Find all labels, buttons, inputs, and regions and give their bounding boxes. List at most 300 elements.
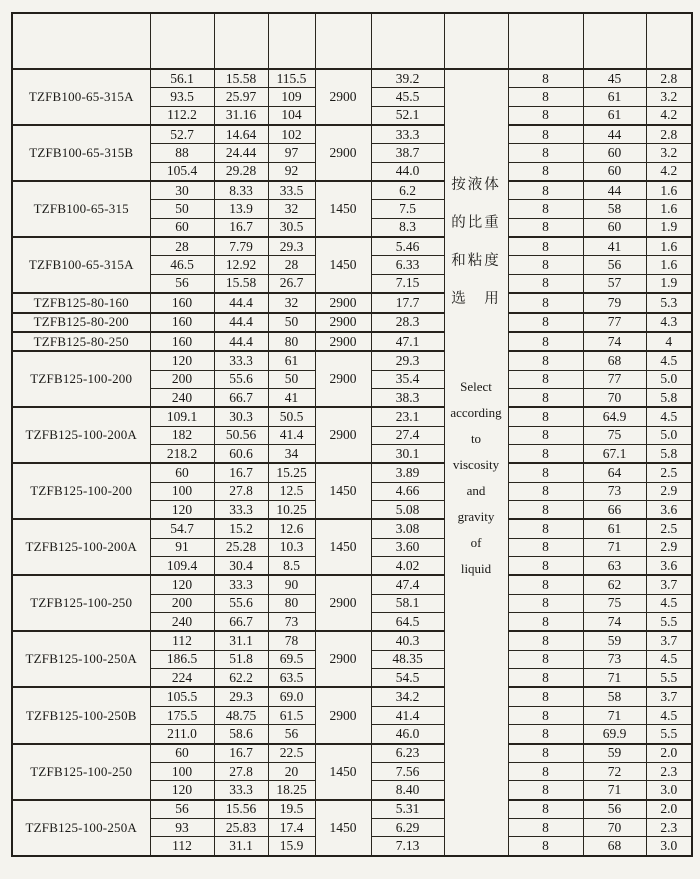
liters-per-second-cell: 24.44 (214, 144, 268, 162)
col-header-ls (214, 13, 268, 69)
npsh-cell: 2.9 (646, 538, 692, 556)
npsh-cell: 2.0 (646, 744, 692, 763)
speed-cell: 2900 (315, 313, 371, 332)
efficiency-cell: 60 (583, 218, 646, 237)
liters-per-second-cell: 25.97 (214, 88, 268, 106)
power-note-chinese (447, 70, 506, 318)
liters-per-second-cell: 33.3 (214, 781, 268, 800)
capacity-cell: 50 (150, 200, 214, 218)
self-suction-cell: 8 (508, 69, 583, 88)
table-row (12, 125, 692, 144)
efficiency-cell: 71 (583, 781, 646, 800)
table-row (12, 575, 692, 594)
shaft-power-cell: 52.1 (371, 106, 444, 125)
efficiency-cell: 73 (583, 650, 646, 668)
npsh-cell: 3.7 (646, 631, 692, 650)
self-suction-cell: 8 (508, 332, 583, 351)
npsh-cell: 3.0 (646, 781, 692, 800)
speed-cell: 2900 (315, 575, 371, 631)
shaft-power-cell: 47.1 (371, 332, 444, 351)
self-suction-cell: 8 (508, 144, 583, 162)
capacity-cell: 93 (150, 818, 214, 836)
power-note-chinese-line: 和粘度 (451, 253, 501, 269)
speed-cell: 1450 (315, 519, 371, 575)
self-suction-cell: 8 (508, 650, 583, 668)
npsh-cell: 2.5 (646, 519, 692, 538)
self-suction-cell: 8 (508, 256, 583, 274)
efficiency-cell: 56 (583, 256, 646, 274)
efficiency-cell: 72 (583, 762, 646, 780)
shaft-power-cell: 47.4 (371, 575, 444, 594)
col-header-head (268, 13, 315, 69)
npsh-cell: 2.3 (646, 762, 692, 780)
head-cell: 73 (268, 613, 315, 632)
shaft-power-cell: 23.1 (371, 407, 444, 426)
self-suction-cell: 8 (508, 482, 583, 500)
table-row (12, 407, 692, 426)
head-cell: 18.25 (268, 781, 315, 800)
speed-cell: 2900 (315, 407, 371, 463)
table-row (12, 237, 692, 256)
model-cell: TZFB100-65-315 (12, 181, 150, 237)
liters-per-second-cell: 25.28 (214, 538, 268, 556)
liters-per-second-cell: 66.7 (214, 613, 268, 632)
power-note-chinese-line: 的比重 (451, 215, 501, 231)
npsh-cell: 3.6 (646, 557, 692, 576)
capacity-cell: 240 (150, 388, 214, 407)
head-cell: 32 (268, 293, 315, 312)
shaft-power-cell: 35.4 (371, 370, 444, 388)
efficiency-cell: 79 (583, 293, 646, 312)
power-note-chinese-line: 选 用 (451, 291, 501, 307)
head-cell: 8.5 (268, 557, 315, 576)
speed-cell: 2900 (315, 293, 371, 312)
self-suction-cell: 8 (508, 687, 583, 706)
power-note-chinese-line: 按液体 (451, 177, 501, 193)
head-cell: 19.5 (268, 800, 315, 819)
col-header-power (444, 13, 508, 69)
capacity-cell: 211.0 (150, 725, 214, 744)
self-suction-cell: 8 (508, 162, 583, 181)
efficiency-cell: 68 (583, 837, 646, 856)
self-suction-cell: 8 (508, 538, 583, 556)
capacity-cell: 186.5 (150, 650, 214, 668)
npsh-cell: 3.6 (646, 501, 692, 520)
table-row (12, 744, 692, 763)
self-suction-cell: 8 (508, 706, 583, 724)
power-note-english-line: of (470, 535, 482, 550)
shaft-power-cell: 34.2 (371, 687, 444, 706)
speed-cell: 2900 (315, 332, 371, 351)
table-row (12, 313, 692, 332)
head-cell: 104 (268, 106, 315, 125)
head-cell: 92 (268, 162, 315, 181)
model-cell: TZFB125-100-200 (12, 351, 150, 407)
liters-per-second-cell: 30.4 (214, 557, 268, 576)
self-suction-cell: 8 (508, 88, 583, 106)
model-cell: TZFB125-100-200A (12, 407, 150, 463)
capacity-cell: 60 (150, 218, 214, 237)
model-cell: TZFB125-100-250A (12, 800, 150, 856)
capacity-cell: 88 (150, 144, 214, 162)
capacity-cell: 100 (150, 482, 214, 500)
npsh-cell: 5.5 (646, 669, 692, 688)
liters-per-second-cell: 66.7 (214, 388, 268, 407)
head-cell: 33.5 (268, 181, 315, 200)
head-cell: 10.3 (268, 538, 315, 556)
npsh-cell: 1.9 (646, 218, 692, 237)
self-suction-cell: 8 (508, 293, 583, 312)
self-suction-cell: 8 (508, 181, 583, 200)
self-suction-cell: 8 (508, 762, 583, 780)
shaft-power-cell: 17.7 (371, 293, 444, 312)
speed-cell: 1450 (315, 181, 371, 237)
efficiency-cell: 41 (583, 237, 646, 256)
npsh-cell: 4.5 (646, 407, 692, 426)
table-row (12, 687, 692, 706)
npsh-cell: 4.5 (646, 650, 692, 668)
self-suction-cell: 8 (508, 200, 583, 218)
npsh-cell: 3.7 (646, 687, 692, 706)
efficiency-cell: 59 (583, 744, 646, 763)
efficiency-cell: 74 (583, 613, 646, 632)
liters-per-second-cell: 33.3 (214, 351, 268, 370)
table-row (12, 463, 692, 482)
power-note-english-line: viscosity (452, 457, 500, 472)
model-cell: TZFB100-65-315A (12, 237, 150, 293)
power-note-english-line: according (450, 405, 502, 420)
npsh-cell: 5.8 (646, 388, 692, 407)
capacity-cell: 175.5 (150, 706, 214, 724)
shaft-power-cell: 39.2 (371, 69, 444, 88)
liters-per-second-cell: 16.7 (214, 744, 268, 763)
efficiency-cell: 75 (583, 426, 646, 444)
shaft-power-cell: 5.46 (371, 237, 444, 256)
liters-per-second-cell: 31.1 (214, 837, 268, 856)
efficiency-cell: 71 (583, 706, 646, 724)
speed-cell: 1450 (315, 463, 371, 519)
self-suction-cell: 8 (508, 426, 583, 444)
self-suction-cell: 8 (508, 501, 583, 520)
self-suction-cell: 8 (508, 125, 583, 144)
shaft-power-cell: 48.35 (371, 650, 444, 668)
self-suction-cell: 8 (508, 800, 583, 819)
capacity-cell: 56 (150, 800, 214, 819)
shaft-power-cell: 8.3 (371, 218, 444, 237)
model-cell: TZFB100-65-315A (12, 69, 150, 125)
self-suction-cell: 8 (508, 407, 583, 426)
power-note-english-line: Select (460, 379, 492, 394)
pump-spec-table-sheet (11, 12, 693, 857)
capacity-cell: 120 (150, 501, 214, 520)
liters-per-second-cell: 33.3 (214, 501, 268, 520)
table-row (12, 519, 692, 538)
liters-per-second-cell: 31.1 (214, 631, 268, 650)
table-row (12, 69, 692, 88)
npsh-cell: 4.2 (646, 162, 692, 181)
liters-per-second-cell: 62.2 (214, 669, 268, 688)
efficiency-cell: 70 (583, 818, 646, 836)
col-header-eff (583, 13, 646, 69)
efficiency-cell: 69.9 (583, 725, 646, 744)
model-cell: TZFB125-80-160 (12, 293, 150, 312)
shaft-power-cell: 29.3 (371, 351, 444, 370)
capacity-cell: 52.7 (150, 125, 214, 144)
shaft-power-cell: 7.56 (371, 762, 444, 780)
head-cell: 26.7 (268, 274, 315, 293)
efficiency-cell: 77 (583, 370, 646, 388)
shaft-power-cell: 38.3 (371, 388, 444, 407)
npsh-cell: 2.8 (646, 125, 692, 144)
self-suction-cell: 8 (508, 351, 583, 370)
head-cell: 22.5 (268, 744, 315, 763)
liters-per-second-cell: 31.16 (214, 106, 268, 125)
head-cell: 63.5 (268, 669, 315, 688)
shaft-power-cell: 40.3 (371, 631, 444, 650)
capacity-cell: 218.2 (150, 445, 214, 464)
self-suction-cell: 8 (508, 669, 583, 688)
capacity-cell: 28 (150, 237, 214, 256)
speed-cell: 1450 (315, 800, 371, 856)
efficiency-cell: 71 (583, 669, 646, 688)
shaft-power-cell: 6.33 (371, 256, 444, 274)
efficiency-cell: 56 (583, 800, 646, 819)
self-suction-cell: 8 (508, 818, 583, 836)
efficiency-cell: 70 (583, 388, 646, 407)
model-cell: TZFB125-100-200A (12, 519, 150, 575)
efficiency-cell: 66 (583, 501, 646, 520)
npsh-cell: 4.5 (646, 706, 692, 724)
npsh-cell: 1.9 (646, 274, 692, 293)
head-cell: 32 (268, 200, 315, 218)
efficiency-cell: 60 (583, 144, 646, 162)
shaft-power-cell: 27.4 (371, 426, 444, 444)
efficiency-cell: 73 (583, 482, 646, 500)
model-cell: TZFB125-100-250A (12, 631, 150, 687)
liters-per-second-cell: 15.58 (214, 274, 268, 293)
col-header-model (12, 13, 150, 69)
self-suction-cell: 8 (508, 744, 583, 763)
liters-per-second-cell: 55.6 (214, 370, 268, 388)
liters-per-second-cell: 7.79 (214, 237, 268, 256)
efficiency-cell: 61 (583, 88, 646, 106)
table-row (12, 800, 692, 819)
head-cell: 10.25 (268, 501, 315, 520)
shaft-power-cell: 3.89 (371, 463, 444, 482)
liters-per-second-cell: 29.28 (214, 162, 268, 181)
head-cell: 78 (268, 631, 315, 650)
col-header-suction (508, 13, 583, 69)
capacity-cell: 30 (150, 181, 214, 200)
col-header-capacity (150, 13, 214, 69)
power-note-english (447, 374, 506, 582)
npsh-cell: 1.6 (646, 237, 692, 256)
head-cell: 17.4 (268, 818, 315, 836)
shaft-power-cell: 4.66 (371, 482, 444, 500)
table-row (12, 293, 692, 312)
efficiency-cell: 77 (583, 313, 646, 332)
head-cell: 41 (268, 388, 315, 407)
npsh-cell: 2.0 (646, 800, 692, 819)
capacity-cell: 120 (150, 351, 214, 370)
shaft-power-cell: 5.08 (371, 501, 444, 520)
self-suction-cell: 8 (508, 370, 583, 388)
liters-per-second-cell: 25.83 (214, 818, 268, 836)
speed-cell: 1450 (315, 237, 371, 293)
npsh-cell: 3.7 (646, 575, 692, 594)
table-row (12, 631, 692, 650)
model-cell: TZFB125-100-250B (12, 687, 150, 743)
efficiency-cell: 74 (583, 332, 646, 351)
npsh-cell: 5.8 (646, 445, 692, 464)
capacity-cell: 112.2 (150, 106, 214, 125)
shaft-power-cell: 58.1 (371, 594, 444, 612)
capacity-cell: 54.7 (150, 519, 214, 538)
capacity-cell: 160 (150, 293, 214, 312)
shaft-power-cell: 7.13 (371, 837, 444, 856)
capacity-cell: 120 (150, 781, 214, 800)
speed-cell: 1450 (315, 744, 371, 800)
shaft-power-cell: 44.0 (371, 162, 444, 181)
liters-per-second-cell: 44.4 (214, 313, 268, 332)
pump-spec-table (11, 12, 693, 857)
shaft-power-cell: 54.5 (371, 669, 444, 688)
head-cell: 61.5 (268, 706, 315, 724)
speed-cell: 2900 (315, 687, 371, 743)
head-cell: 15.9 (268, 837, 315, 856)
npsh-cell: 2.3 (646, 818, 692, 836)
model-cell: TZFB125-100-250 (12, 575, 150, 631)
npsh-cell: 5.5 (646, 725, 692, 744)
head-cell: 34 (268, 445, 315, 464)
head-cell: 69.5 (268, 650, 315, 668)
self-suction-cell: 8 (508, 594, 583, 612)
capacity-cell: 56.1 (150, 69, 214, 88)
shaft-power-cell: 38.7 (371, 144, 444, 162)
capacity-cell: 240 (150, 613, 214, 632)
efficiency-cell: 67.1 (583, 445, 646, 464)
npsh-cell: 4.3 (646, 313, 692, 332)
liters-per-second-cell: 8.33 (214, 181, 268, 200)
liters-per-second-cell: 48.75 (214, 706, 268, 724)
capacity-cell: 200 (150, 594, 214, 612)
head-cell: 80 (268, 594, 315, 612)
model-cell: TZFB100-65-315B (12, 125, 150, 181)
head-cell: 30.5 (268, 218, 315, 237)
head-cell: 109 (268, 88, 315, 106)
efficiency-cell: 60 (583, 162, 646, 181)
shaft-power-cell: 6.29 (371, 818, 444, 836)
model-cell: TZFB125-100-200 (12, 463, 150, 519)
head-cell: 12.6 (268, 519, 315, 538)
head-cell: 97 (268, 144, 315, 162)
shaft-power-cell: 8.40 (371, 781, 444, 800)
efficiency-cell: 63 (583, 557, 646, 576)
efficiency-cell: 64.9 (583, 407, 646, 426)
shaft-power-cell: 28.3 (371, 313, 444, 332)
npsh-cell: 5.5 (646, 613, 692, 632)
capacity-cell: 93.5 (150, 88, 214, 106)
npsh-cell: 5.3 (646, 293, 692, 312)
self-suction-cell: 8 (508, 445, 583, 464)
efficiency-cell: 61 (583, 519, 646, 538)
efficiency-cell: 58 (583, 200, 646, 218)
shaft-power-cell: 5.31 (371, 800, 444, 819)
head-cell: 61 (268, 351, 315, 370)
speed-cell: 2900 (315, 69, 371, 125)
efficiency-cell: 58 (583, 687, 646, 706)
capacity-cell: 91 (150, 538, 214, 556)
capacity-cell: 60 (150, 463, 214, 482)
efficiency-cell: 71 (583, 538, 646, 556)
head-cell: 50 (268, 370, 315, 388)
liters-per-second-cell: 44.4 (214, 332, 268, 351)
efficiency-cell: 57 (583, 274, 646, 293)
head-cell: 80 (268, 332, 315, 351)
liters-per-second-cell: 60.6 (214, 445, 268, 464)
capacity-cell: 160 (150, 332, 214, 351)
shaft-power-cell: 64.5 (371, 613, 444, 632)
shaft-power-cell: 3.60 (371, 538, 444, 556)
speed-cell: 2900 (315, 351, 371, 407)
npsh-cell: 5.0 (646, 370, 692, 388)
self-suction-cell: 8 (508, 781, 583, 800)
col-header-speed (315, 13, 371, 69)
capacity-cell: 109.4 (150, 557, 214, 576)
table-row (12, 332, 692, 351)
capacity-cell: 60 (150, 744, 214, 763)
shaft-power-cell: 46.0 (371, 725, 444, 744)
self-suction-cell: 8 (508, 557, 583, 576)
self-suction-cell: 8 (508, 237, 583, 256)
npsh-cell: 3.2 (646, 88, 692, 106)
power-note-english-line: liquid (460, 561, 492, 576)
liters-per-second-cell: 27.8 (214, 482, 268, 500)
speed-cell: 2900 (315, 631, 371, 687)
npsh-cell: 4 (646, 332, 692, 351)
liters-per-second-cell: 13.9 (214, 200, 268, 218)
liters-per-second-cell: 16.7 (214, 218, 268, 237)
self-suction-cell: 8 (508, 463, 583, 482)
capacity-cell: 100 (150, 762, 214, 780)
efficiency-cell: 59 (583, 631, 646, 650)
npsh-cell: 4.5 (646, 351, 692, 370)
capacity-cell: 120 (150, 575, 214, 594)
capacity-cell: 105.5 (150, 687, 214, 706)
npsh-cell: 1.6 (646, 256, 692, 274)
head-cell: 115.5 (268, 69, 315, 88)
liters-per-second-cell: 16.7 (214, 463, 268, 482)
self-suction-cell: 8 (508, 837, 583, 856)
capacity-cell: 109.1 (150, 407, 214, 426)
liters-per-second-cell: 50.56 (214, 426, 268, 444)
liters-per-second-cell: 33.3 (214, 575, 268, 594)
capacity-cell: 56 (150, 274, 214, 293)
capacity-cell: 112 (150, 837, 214, 856)
model-cell: TZFB125-100-250 (12, 744, 150, 800)
npsh-cell: 2.9 (646, 482, 692, 500)
efficiency-cell: 44 (583, 125, 646, 144)
capacity-cell: 224 (150, 669, 214, 688)
liters-per-second-cell: 12.92 (214, 256, 268, 274)
efficiency-cell: 64 (583, 463, 646, 482)
head-cell: 102 (268, 125, 315, 144)
npsh-cell: 1.6 (646, 181, 692, 200)
liters-per-second-cell: 51.8 (214, 650, 268, 668)
npsh-cell: 2.8 (646, 69, 692, 88)
npsh-cell: 3.0 (646, 837, 692, 856)
npsh-cell: 1.6 (646, 200, 692, 218)
